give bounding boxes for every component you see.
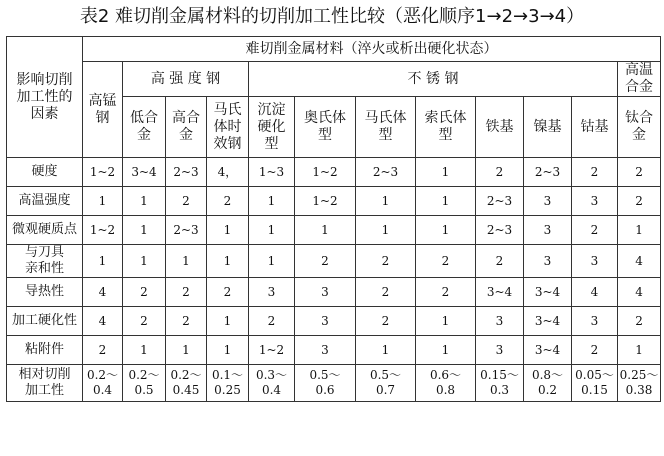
table-cell: 2~3 [476, 216, 524, 245]
machinability-table [6, 36, 661, 402]
row-label: 与刀具 亲和性 [7, 245, 83, 278]
subcol-header: 镍基 [524, 97, 572, 158]
subcol-header: 高合 金 [166, 97, 207, 158]
table-cell: 3~4 [476, 278, 524, 307]
row-label: 导热性 [7, 278, 83, 307]
subcol-header: 奥氏体 型 [295, 97, 356, 158]
table-cell: 2 [356, 307, 416, 336]
table-cell: 0.15～ 0.3 [476, 365, 524, 402]
row-label: 硬度 [7, 158, 83, 187]
table-cell: 4 [618, 278, 661, 307]
table-cell: 2 [207, 278, 249, 307]
table-cell: 0.6～ 0.8 [416, 365, 476, 402]
table-cell: 2 [416, 245, 476, 278]
table-cell: 2 [618, 307, 661, 336]
high-mn-steel-header: 高锰 钢 [83, 62, 123, 158]
table-cell: 0.2～ 0.4 [83, 365, 123, 402]
table-cell: 1 [207, 336, 249, 365]
table-cell: 2 [572, 336, 618, 365]
subcol-header: 钛合 金 [618, 97, 661, 158]
subcol-header: 沉淀 硬化 型 [249, 97, 295, 158]
table-cell: 3 [572, 187, 618, 216]
table-cell: 2 [166, 278, 207, 307]
table-cell: 2 [295, 245, 356, 278]
superalloy-header: 高温 合金 [618, 62, 661, 97]
table-cell: 4 [83, 307, 123, 336]
table-cell: 1~2 [295, 158, 356, 187]
table-cell: 1 [356, 216, 416, 245]
table-cell: 1~2 [295, 187, 356, 216]
table-cell: 4 [618, 245, 661, 278]
table-cell: 2 [249, 307, 295, 336]
table-row [7, 278, 661, 307]
row-label: 加工硬化性 [7, 307, 83, 336]
table-cell: 4， [207, 158, 249, 187]
table-cell: 1 [295, 216, 356, 245]
table-row [7, 187, 661, 216]
table-cell: 1 [123, 245, 166, 278]
table-cell: 1 [416, 216, 476, 245]
table-cell: 1 [356, 336, 416, 365]
table-cell: 3 [295, 307, 356, 336]
table-cell: 2~3 [476, 187, 524, 216]
table-cell: 1 [416, 336, 476, 365]
table-cell: 2 [572, 158, 618, 187]
factor-header: 影响切削 加工性的 因素 [7, 37, 83, 158]
table-cell: 3 [249, 278, 295, 307]
table-row [7, 158, 661, 187]
table-cell: 3 [295, 278, 356, 307]
table-cell: 2 [83, 336, 123, 365]
high-strength-steel-header: 高 强 度 钢 [123, 62, 249, 97]
table-cell: 2 [572, 216, 618, 245]
table-cell: 4 [572, 278, 618, 307]
table-cell: 3 [476, 336, 524, 365]
table-cell: 0.8～ 0.2 [524, 365, 572, 402]
table-row [7, 245, 661, 278]
table-cell: 0.2～ 0.5 [123, 365, 166, 402]
table-cell: 3~4 [524, 307, 572, 336]
table-cell: 1 [249, 245, 295, 278]
table-cell: 1 [249, 216, 295, 245]
subcol-header: 索氏体 型 [416, 97, 476, 158]
table-cell: 2 [123, 307, 166, 336]
table-cell: 1 [123, 187, 166, 216]
table-row [7, 365, 661, 402]
table-cell: 3~4 [524, 336, 572, 365]
row-label: 高温强度 [7, 187, 83, 216]
subcol-header: 低合 金 [123, 97, 166, 158]
table-cell: 1~2 [83, 216, 123, 245]
table-cell: 1 [166, 336, 207, 365]
table-cell: 1 [123, 336, 166, 365]
table-cell: 3 [572, 307, 618, 336]
table-cell: 2 [476, 158, 524, 187]
table-cell: 1 [618, 336, 661, 365]
table-cell: 1 [166, 245, 207, 278]
table-cell: 0.1～ 0.25 [207, 365, 249, 402]
table-cell: 2 [356, 245, 416, 278]
table-cell: 2 [618, 187, 661, 216]
table-cell: 1 [249, 187, 295, 216]
table-cell: 2 [416, 278, 476, 307]
table-cell: 1~3 [249, 158, 295, 187]
table-cell: 2~3 [524, 158, 572, 187]
table-cell: 2 [618, 158, 661, 187]
row-label: 微观硬质点 [7, 216, 83, 245]
row-label: 相对切削 加工性 [7, 365, 83, 402]
table-row [7, 307, 661, 336]
table-cell: 2 [166, 187, 207, 216]
table-cell: 1 [207, 307, 249, 336]
table-cell: 2 [123, 278, 166, 307]
table-cell: 1~2 [249, 336, 295, 365]
table-cell: 3~4 [524, 278, 572, 307]
table-cell: 1 [416, 307, 476, 336]
table-cell: 0.05～ 0.15 [572, 365, 618, 402]
table-cell: 1 [123, 216, 166, 245]
table-title: 表2 难切削金属材料的切削加工性比较（恶化顺序1→2→3→4） [79, 6, 585, 27]
subcol-header: 铁基 [476, 97, 524, 158]
table-cell: 2~3 [166, 158, 207, 187]
table-cell: 1 [618, 216, 661, 245]
table-cell: 1 [207, 216, 249, 245]
table-cell: 3~4 [123, 158, 166, 187]
subcol-header: 马氏体 型 [356, 97, 416, 158]
table-cell: 1 [207, 245, 249, 278]
table-cell: 3 [572, 245, 618, 278]
materials-header: 难切削金属材料（淬火或析出硬化状态） [83, 37, 661, 62]
table-cell: 2~3 [356, 158, 416, 187]
table-cell: 1 [83, 245, 123, 278]
table-cell: 0.2～ 0.45 [166, 365, 207, 402]
table-cell: 4 [83, 278, 123, 307]
header-row-2 [7, 62, 661, 97]
table-cell: 0.25～ 0.38 [618, 365, 661, 402]
table-cell: 2~3 [166, 216, 207, 245]
table-cell: 2 [356, 278, 416, 307]
table-cell: 3 [524, 187, 572, 216]
table-cell: 3 [295, 336, 356, 365]
table-cell: 1 [416, 187, 476, 216]
row-label: 粘附件 [7, 336, 83, 365]
table-cell: 0.5～ 0.6 [295, 365, 356, 402]
subcol-header: 马氏 体时 效钢 [207, 97, 249, 158]
table-row [7, 216, 661, 245]
table-cell: 3 [524, 216, 572, 245]
subcol-header: 钴基 [572, 97, 618, 158]
table-cell: 1 [416, 158, 476, 187]
table-body [7, 158, 661, 402]
table-cell: 1 [83, 187, 123, 216]
stainless-steel-header: 不 锈 钢 [249, 62, 618, 97]
table-cell: 2 [207, 187, 249, 216]
table-cell: 0.5～ 0.7 [356, 365, 416, 402]
table-cell: 2 [476, 245, 524, 278]
table-cell: 3 [476, 307, 524, 336]
table-cell: 1 [356, 187, 416, 216]
table-cell: 1~2 [83, 158, 123, 187]
header-row-1 [7, 37, 661, 62]
table-cell: 3 [524, 245, 572, 278]
table-cell: 2 [166, 307, 207, 336]
table-row [7, 336, 661, 365]
table-cell: 0.3～ 0.4 [249, 365, 295, 402]
